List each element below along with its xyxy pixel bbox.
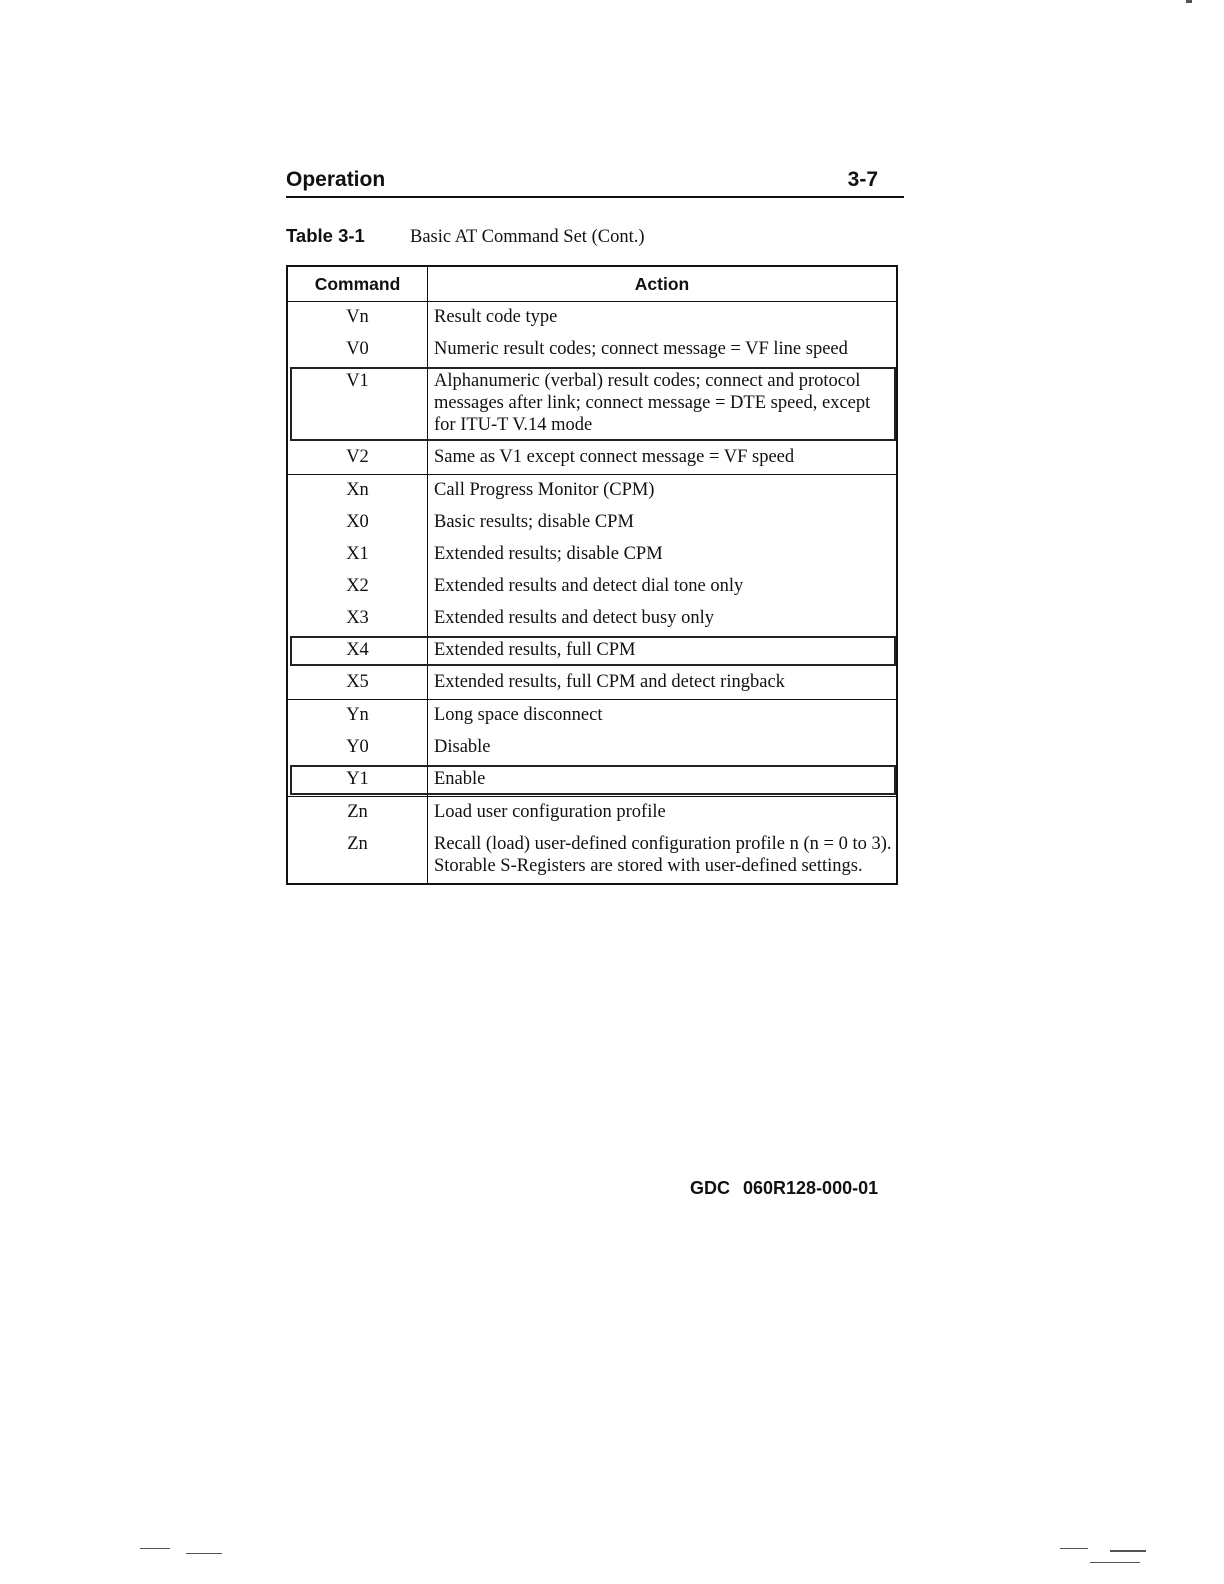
table-row [288, 603, 896, 635]
action-cell: Numeric result codes; connect message = VF line speed [434, 339, 848, 359]
command-cell: V0 [288, 334, 428, 366]
scan-speck [1060, 1548, 1088, 1549]
table-header-row [288, 267, 896, 302]
action-cell: Result code type [434, 307, 558, 327]
table-row-default-setting [288, 366, 896, 442]
scan-speck [140, 1548, 170, 1549]
command-cell: X3 [288, 603, 428, 635]
table-row [288, 334, 896, 366]
table-row-default-setting [288, 764, 896, 796]
table-row-default-setting [288, 635, 896, 667]
table-caption-label: Table 3-1 [286, 225, 365, 246]
table-caption-text: Basic AT Command Set (Cont.) [410, 227, 645, 247]
table-row [288, 700, 896, 732]
action-cell: Extended results, full CPM and detect ringback [434, 672, 785, 692]
action-cell: Extended results, full CPM [434, 640, 636, 660]
scan-speck [1090, 1562, 1140, 1563]
command-cell: Y1 [288, 764, 428, 796]
page-number: 3-7 [847, 168, 878, 191]
command-cell: Vn [288, 302, 428, 334]
column-header-command: Command [288, 267, 428, 301]
table-row [288, 732, 896, 764]
action-cell: Basic results; disable CPM [434, 512, 634, 532]
table-row [288, 571, 896, 603]
table-row-group [288, 475, 896, 700]
table-row [288, 475, 896, 507]
table-row-group [288, 302, 896, 475]
command-cell: Yn [288, 700, 428, 732]
command-cell: X2 [288, 571, 428, 603]
table-row [288, 797, 896, 829]
at-command-table [286, 265, 898, 885]
scan-speck [1186, 0, 1192, 3]
command-cell: V2 [288, 442, 428, 474]
table-row [288, 507, 896, 539]
action-cell: Extended results; disable CPM [434, 544, 663, 564]
command-cell: X1 [288, 539, 428, 571]
action-cell: Same as V1 except connect message = VF speed [434, 447, 795, 467]
table-row [288, 539, 896, 571]
table-row-group [288, 797, 896, 883]
table-row [288, 302, 896, 334]
command-cell: V1 [288, 366, 428, 442]
document-number: GDC 060R128-000-01 [690, 1178, 879, 1198]
table-row [288, 442, 896, 474]
page-header [286, 166, 904, 198]
column-header-action: Action [634, 273, 690, 294]
action-cell: Extended results and detect dial tone only [434, 576, 744, 596]
action-cell: Alphanumeric (verbal) result codes; connect and protocol messages after link; connect message = DTE speed, except for ITU-T V.14 mode [434, 371, 871, 435]
scan-speck [186, 1553, 222, 1554]
table-body [288, 302, 896, 883]
action-cell: Load user configuration profile [434, 802, 666, 822]
table-caption [286, 225, 886, 248]
action-cell: Recall (load) user-defined configuration profile n (n = 0 to 3). Storable S-Registers are stored with user-defined settings. [434, 834, 892, 876]
action-cell: Long space disconnect [434, 705, 603, 725]
command-cell: Zn [288, 829, 428, 883]
command-cell: Y0 [288, 732, 428, 764]
command-cell: X0 [288, 507, 428, 539]
command-cell: X4 [288, 635, 428, 667]
action-cell: Call Progress Monitor (CPM) [434, 480, 655, 500]
command-cell: Xn [288, 475, 428, 507]
action-cell: Enable [434, 769, 486, 789]
table-row [288, 667, 896, 699]
table-row-group [288, 700, 896, 797]
command-cell: X5 [288, 667, 428, 699]
scan-speck [1110, 1550, 1146, 1552]
table-row [288, 829, 896, 883]
command-cell: Zn [288, 797, 428, 829]
section-title: Operation [286, 168, 386, 191]
action-cell: Disable [434, 737, 491, 757]
action-cell: Extended results and detect busy only [434, 608, 715, 628]
